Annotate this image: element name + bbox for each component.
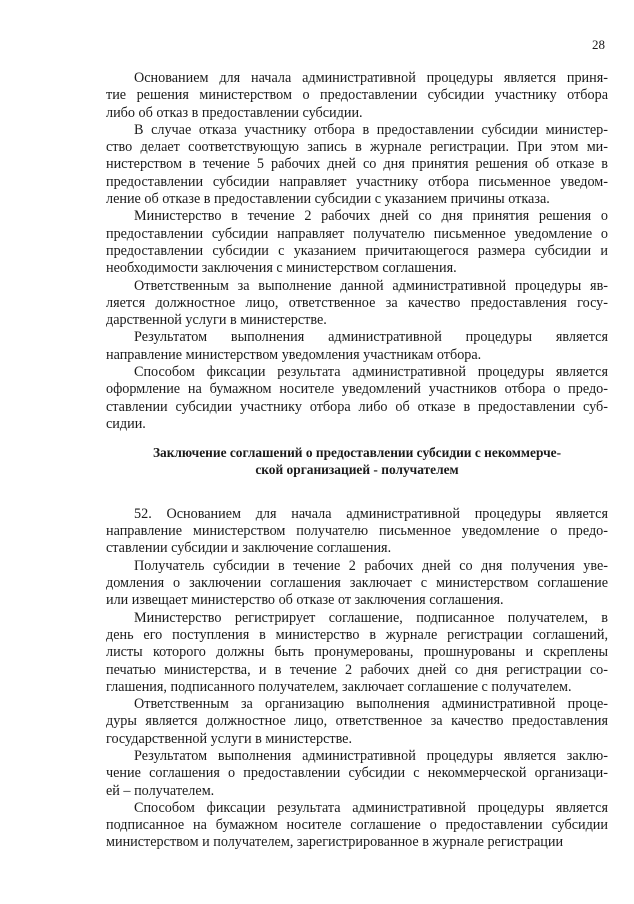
paragraph-line: подписанное на бумажном носителе соглашение о предоставлении субсидии — [106, 817, 608, 834]
paragraph-line: 52. Основанием для начала административной процедуры является — [134, 505, 608, 522]
section-heading-line-2: ской организацией - получателем — [255, 461, 459, 477]
page-number: 28 — [592, 37, 605, 52]
paragraph — [106, 122, 608, 208]
paragraph-line: Ответственным за выполнение данной административной процедуры яв- — [134, 277, 608, 294]
document-body — [106, 70, 608, 852]
paragraph — [106, 506, 608, 558]
paragraph — [106, 800, 608, 852]
paragraph-line: или извещает министерство об отказе от заключения соглашения. — [106, 592, 504, 609]
paragraph-line: глашения, подписанного получателем, заключает соглашение с получателем. — [106, 678, 572, 695]
paragraph-line: листы которого должны быть пронумерованы, прошнурованы и скреплены — [106, 644, 608, 661]
paragraph-line: ство делает соответствующую запись в журнале регистрации. При этом ми- — [106, 139, 608, 156]
paragraph — [106, 748, 608, 800]
paragraph-line: Результатом выполнения административной процедуры является — [134, 329, 608, 346]
paragraph-line: предоставлении субсидии с указанием причитающегося размера субсидии и — [106, 242, 608, 259]
paragraph-line: ляется должностное лицо, ответственное за качество предоставления госу- — [106, 294, 608, 311]
section-heading-line-1: Заключение соглашений о предоставлении субсидии с некоммерче- — [152, 445, 562, 461]
paragraph — [106, 329, 608, 364]
paragraph-line: чение соглашения о предоставлении субсидии с некоммерческой организаци- — [106, 765, 608, 782]
paragraph — [106, 364, 608, 433]
paragraph-line: ставлении субсидии участнику отбора либо об отказе в предоставлении суб- — [106, 398, 608, 415]
paragraph-line: направление министерством получателю письменное уведомление о предо- — [106, 523, 608, 540]
paragraph-line: министерством и получателем, зарегистрированное в журнале регистрации — [106, 834, 564, 851]
paragraph-line: Результатом выполнения административной процедуры является заклю- — [134, 747, 608, 764]
paragraph-line: Ответственным за организацию выполнения административной проце- — [134, 696, 608, 713]
paragraph-line: сидии. — [106, 415, 146, 432]
paragraph-line: дуры является должностное лицо, ответственное за качество предоставления — [106, 713, 608, 730]
paragraph-line: ставлении субсидии и заключение соглашения. — [106, 540, 392, 557]
paragraph-line: В случае отказа участнику отбора в предоставлении субсидии министер- — [134, 121, 608, 138]
paragraph-line: Способом фиксации результата административной процедуры является — [134, 364, 608, 381]
paragraph-line: государственной услуги в министерстве. — [106, 730, 353, 747]
paragraph-line: печатью министерства, и в течение 2 рабочих дней со дня регистрации со- — [106, 661, 608, 678]
section-before-heading — [106, 70, 608, 433]
paragraph — [106, 696, 608, 748]
paragraph-line: Министерство в течение 2 рабочих дней со дня принятия решения о — [134, 208, 608, 225]
paragraph-line: домления о заключении соглашения заключает с министерством соглашение — [106, 575, 608, 592]
paragraph — [106, 558, 608, 610]
paragraph-line: Получатель субсидии в течение 2 рабочих дней со дня получения уве- — [134, 557, 608, 574]
section-heading — [106, 445, 608, 478]
paragraph-line: Основанием для начала административной процедуры является приня- — [134, 70, 608, 86]
paragraph-line: Министерство регистрирует соглашение, подписанное получателем, в — [134, 609, 608, 626]
section-after-heading — [106, 506, 608, 852]
paragraph-line: ление об отказе в предоставлении субсидии с указанием причины отказа. — [106, 191, 550, 208]
paragraph-line: оформление на бумажном носителе уведомлений участников отбора о предо- — [106, 381, 608, 398]
paragraph-line: тие решения министерством о предоставлении субсидии участнику отбора — [106, 87, 608, 104]
paragraph-line: дарственной услуги в министерстве. — [106, 312, 327, 329]
paragraph-line: либо об отказ в предоставлении субсидии. — [106, 104, 363, 121]
paragraph — [106, 610, 608, 696]
paragraph-line: направление министерством уведомления участникам отбора. — [106, 346, 482, 363]
paragraph — [106, 70, 608, 122]
paragraph-line: предоставлении субсидии направляет участнику отбора письменное уведом- — [106, 173, 608, 190]
paragraph-line: Способом фиксации результата административной процедуры является — [134, 799, 608, 816]
paragraph-line: предоставлении субсидии направляет получателю письменное уведомление о — [106, 225, 608, 242]
paragraph-line: нистерством в течение 5 рабочих дней со дня принятия решения об отказе в — [106, 156, 608, 173]
paragraph — [106, 278, 608, 330]
paragraph — [106, 208, 608, 277]
paragraph-line: ей – получателем. — [106, 782, 215, 799]
paragraph-line: необходимости заключения с министерством соглашения. — [106, 260, 457, 277]
paragraph-line: день его поступления в министерство в журнале регистрации соглашений, — [106, 626, 608, 643]
